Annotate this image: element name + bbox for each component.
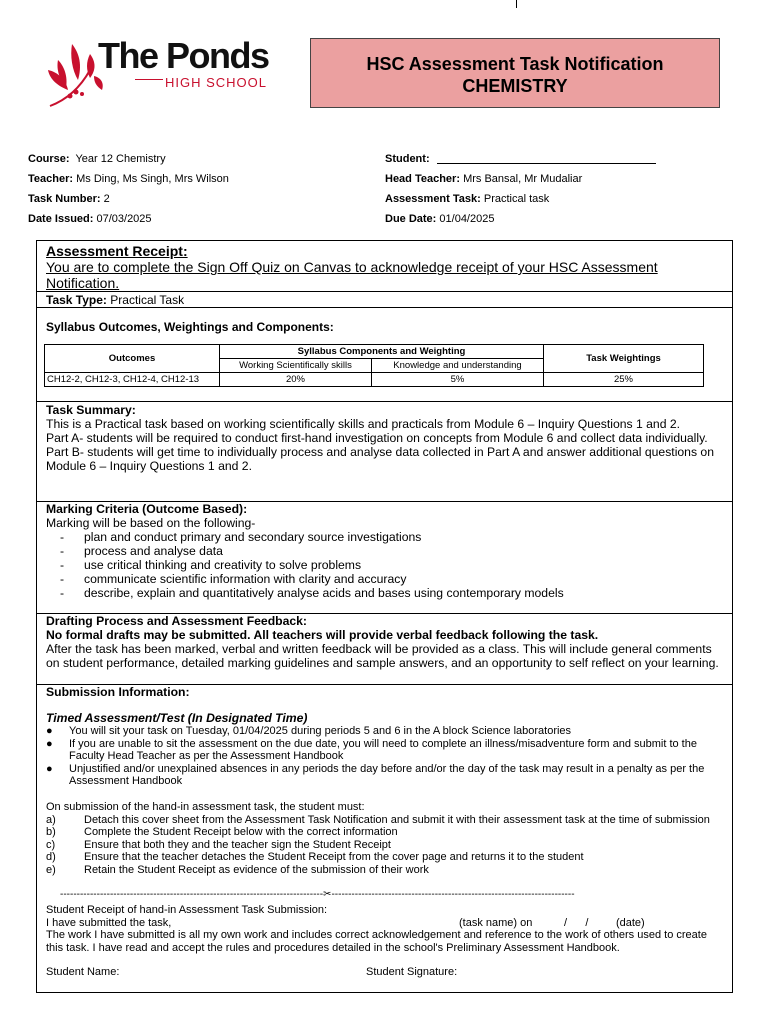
- school-subtitle-rule: [135, 79, 163, 80]
- task-summary-section: [46, 403, 726, 473]
- bullet-text: You will sit your task on Tuesday, 01/04/2025 during periods 5 and 6 in the A block Science laboratories: [69, 725, 572, 737]
- list-item: [46, 839, 716, 852]
- drafting-text: After the task has been marked, verbal and written feedback will be provided as a class. This will include general comments on student performance, detailed marking guidelines and sample answers, and an opportunity to self reflect on your learning.: [46, 642, 719, 670]
- banner-title: HSC Assessment Task Notification: [366, 54, 664, 74]
- student-name-label: Student Name:: [46, 966, 120, 978]
- list-item: - communicate scientific information with clarity and accuracy: [46, 572, 726, 586]
- student-receipt-section: [46, 904, 721, 954]
- drafting-section: [46, 614, 726, 670]
- assessment-receipt-section: [46, 243, 726, 291]
- student-label: Student:: [385, 153, 430, 165]
- list-item: [46, 763, 716, 788]
- step-text: Detach this cover sheet from the Assessment Task Notification and submit it with their assessment task at the time of submission: [84, 813, 710, 826]
- handin-intro: On submission of the hand-in assessment task, the student must:: [46, 801, 365, 813]
- outcomes-table: [44, 344, 704, 387]
- outcomes-cell: CH12-2, CH12-3, CH12-4, CH12-13: [45, 373, 220, 387]
- step-marker: d): [46, 851, 56, 863]
- step-marker: e): [46, 863, 56, 876]
- submission-heading: [46, 685, 726, 699]
- bullet-icon: ●: [46, 737, 53, 750]
- task-number-row: [28, 192, 110, 206]
- drafting-heading: Drafting Process and Assessment Feedback:: [46, 614, 307, 628]
- cut-line-scissors-icon: -------------------------------------------------------------------------------✂-------------------------------------------------------------------------: [60, 889, 575, 900]
- head-teacher-value: Mrs Bansal, Mr Mudaliar: [463, 173, 583, 185]
- summary-line: Part B- students will get time to individually process and analyse data collected in Part A and answer additional questions on Module 6 – Inquiry Questions 1 and 2.: [46, 445, 714, 473]
- course-row: [28, 152, 166, 166]
- student-signature-label: Student Signature:: [366, 966, 458, 978]
- marking-list: [46, 530, 726, 600]
- submitted-task-name: (task name) on: [459, 916, 533, 929]
- bullet-text: If you are unable to sit the assessment on the due date, you will need to complete an illness/misadventure form and submit to the Faculty Head Teacher as per the Assessment Handbook: [69, 737, 697, 762]
- course-value: Year 12 Chemistry: [75, 153, 166, 165]
- task-type-value: Practical Task: [110, 293, 185, 307]
- list-item: - process and analyse data: [46, 544, 726, 558]
- submitted-date: / / (date): [564, 916, 645, 929]
- declaration-text: The work I have submitted is all my own work and includes correct acknowledgement and reference to the work of others used to create this task. I have read and accept the rules and procedures detailed in the school's Preliminary Assessment Handbook.: [46, 929, 707, 954]
- step-text: Ensure that the teacher detaches the Student Receipt from the cover page and returns it to the student: [84, 851, 584, 863]
- step-text: Complete the Student Receipt below with the correct information: [84, 826, 398, 838]
- list-item: - plan and conduct primary and secondary source investigations: [46, 530, 726, 544]
- drafting-bold-line: No formal drafts may be submitted. All teachers will provide verbal feedback following the task.: [46, 628, 599, 642]
- head-teacher-label: Head Teacher:: [385, 173, 460, 185]
- assessment-task-label: Assessment Task:: [385, 193, 481, 205]
- summary-line: This is a Practical task based on working scientifically skills and practicals from Module 6 – Inquiry Questions 1 and 2.: [46, 417, 681, 431]
- school-logo-leaves-icon: [46, 40, 106, 110]
- task-type-section: [46, 293, 726, 307]
- school-name: The Ponds: [98, 35, 269, 76]
- step-marker: a): [46, 813, 56, 826]
- outcomes-header: Outcomes: [45, 345, 220, 373]
- head-teacher-row: [385, 172, 582, 186]
- top-edge-mark: [516, 0, 517, 8]
- marking-intro: Marking will be based on the following-: [46, 516, 256, 530]
- task-weighting-cell: 25%: [544, 373, 704, 387]
- working-scientifically-cell: 20%: [220, 373, 372, 387]
- list-item: [46, 814, 716, 827]
- student-name-line[interactable]: [437, 163, 656, 164]
- list-item: [46, 851, 716, 864]
- step-text: Retain the Student Receipt as evidence of the submission of their work: [84, 863, 429, 876]
- due-date-value: 01/04/2025: [439, 213, 495, 225]
- assessment-task-row: [385, 192, 549, 206]
- task-number-label: Task Number:: [28, 193, 101, 205]
- summary-line: Part A- students will be required to conduct first-hand investigation on concepts from Module 6 and collect data individually.: [46, 431, 708, 445]
- teacher-row: [28, 172, 229, 186]
- date-issued-row: [28, 212, 152, 226]
- timed-heading: Timed Assessment/Test (In Designated Time): [46, 711, 308, 725]
- divider: [36, 307, 733, 308]
- step-marker: b): [46, 826, 56, 838]
- subheader-working-scientifically: Working Scientifically skills: [220, 359, 372, 373]
- student-row: [385, 152, 430, 166]
- task-type-label: Task Type:: [46, 293, 107, 307]
- list-item: [46, 738, 716, 763]
- subheader-knowledge: Knowledge and understanding: [371, 359, 543, 373]
- timed-bullets: [46, 725, 716, 788]
- task-number-value: 2: [103, 193, 110, 205]
- assessment-task-value: Practical task: [483, 193, 550, 205]
- list-item: [46, 864, 716, 877]
- due-date-row: [385, 212, 494, 226]
- teacher-value: Ms Ding, Ms Singh, Mrs Wilson: [76, 173, 229, 185]
- teacher-label: Teacher:: [28, 173, 74, 185]
- knowledge-cell: 5%: [371, 373, 543, 387]
- components-header: Syllabus Components and Weighting: [220, 345, 544, 359]
- bullet-icon: ●: [46, 725, 53, 737]
- date-issued-label: Date Issued:: [28, 213, 94, 225]
- bullet-text: Unjustified and/or unexplained absences in any periods the day before and/or the day of the task may result in a penalty as per the Assessment Handbook: [69, 762, 705, 787]
- divider: [36, 401, 733, 402]
- list-item: [46, 826, 716, 839]
- date-issued-value: 07/03/2025: [96, 213, 152, 225]
- step-text: Ensure that both they and the teacher sign the Student Receipt: [84, 838, 391, 851]
- course-label: Course:: [28, 153, 70, 165]
- list-item: [46, 725, 716, 738]
- banner-subject: CHEMISTRY: [462, 76, 568, 96]
- title-banner: [310, 38, 720, 108]
- submitted-row: [46, 917, 721, 930]
- student-receipt-title: Student Receipt of hand-in Assessment Task Submission:: [46, 904, 328, 916]
- list-item: - use critical thinking and creativity to solve problems: [46, 558, 726, 572]
- bullet-icon: ●: [46, 762, 53, 775]
- marking-criteria-section: [46, 502, 726, 600]
- handin-section: [46, 801, 716, 876]
- list-item: - describe, explain and quantitatively analyse acids and bases using contemporary models: [46, 586, 726, 600]
- step-marker: c): [46, 838, 56, 851]
- school-subtitle: HIGH SCHOOL: [165, 75, 268, 90]
- receipt-heading: Assessment Receipt:: [46, 243, 188, 259]
- outcomes-heading: Syllabus Outcomes, Weightings and Components:: [46, 320, 334, 334]
- submitted-left: I have submitted the task,: [46, 916, 172, 929]
- receipt-text: You are to complete the Sign Off Quiz on Canvas to acknowledge receipt of your HSC Assessment Notification.: [46, 259, 658, 291]
- marking-heading: Marking Criteria (Outcome Based):: [46, 502, 248, 516]
- submission-heading-text: Submission Information:: [46, 685, 190, 699]
- divider: [36, 291, 733, 292]
- weightings-header: Task Weightings: [544, 345, 704, 373]
- due-date-label: Due Date:: [385, 213, 437, 225]
- summary-heading: Task Summary:: [46, 403, 136, 417]
